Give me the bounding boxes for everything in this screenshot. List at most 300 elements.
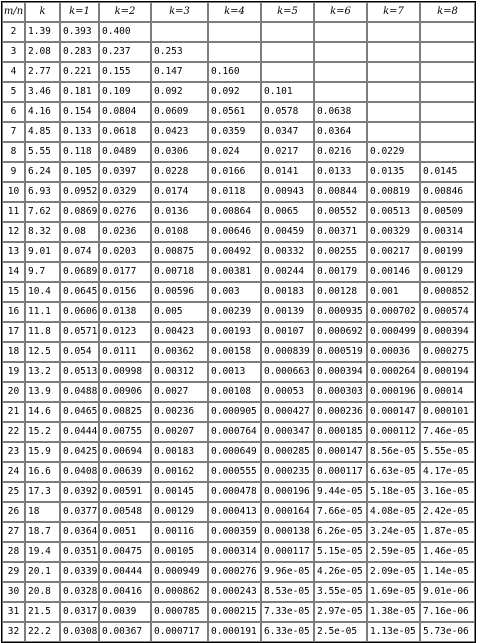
table-row (2, 302, 475, 322)
table-cell (367, 22, 420, 42)
table-cell: 0.00718 (151, 262, 208, 282)
row-m-n-cell: 23 (2, 442, 25, 462)
table-cell: 5.15e-05 (314, 542, 367, 562)
table-row (2, 262, 475, 282)
row-m-n-cell: 4 (2, 62, 25, 82)
table-cell: 0.00362 (151, 342, 208, 362)
table-cell: 0.393 (60, 22, 99, 42)
table-cell: 0.000519 (314, 342, 367, 362)
table-cell: 0.00053 (261, 382, 314, 402)
table-cell: 0.000413 (208, 502, 261, 522)
row-k-cell: 10.4 (25, 282, 60, 302)
table-cell: 0.0561 (208, 102, 261, 122)
table-cell: 0.092 (208, 82, 261, 102)
table-cell: 0.00819 (367, 182, 420, 202)
table-cell: 0.000359 (208, 522, 261, 542)
table-row (2, 182, 475, 202)
table-cell: 0.133 (60, 122, 99, 142)
table-cell: 5.55e-05 (420, 442, 475, 462)
row-k-cell: 13.9 (25, 382, 60, 402)
table-cell: 9.01e-06 (420, 582, 475, 602)
row-k-cell: 4.85 (25, 122, 60, 142)
table-row (2, 382, 475, 402)
table-cell: 6.33e-05 (261, 622, 314, 642)
table-cell: 0.118 (60, 142, 99, 162)
table-cell: 0.00875 (151, 242, 208, 262)
table-cell: 0.00825 (99, 402, 151, 422)
table-cell: 0.0177 (99, 262, 151, 282)
table-cell: 0.147 (151, 62, 208, 82)
table-cell: 0.000112 (367, 422, 420, 442)
table-cell: 0.0145 (420, 162, 475, 182)
table-cell: 0.0138 (99, 302, 151, 322)
table-cell: 0.0306 (151, 142, 208, 162)
table-cell (314, 82, 367, 102)
table-cell: 0.00416 (99, 582, 151, 602)
table-row (2, 542, 475, 562)
row-m-n-cell: 7 (2, 122, 25, 142)
table-cell: 0.0465 (60, 402, 99, 422)
table-cell: 0.00548 (99, 502, 151, 522)
table-cell: 0.0133 (314, 162, 367, 182)
table-cell: 0.0364 (60, 522, 99, 542)
table-cell: 0.000276 (208, 562, 261, 582)
header-k4: k=4 (208, 2, 261, 22)
table-cell: 8.53e-05 (261, 582, 314, 602)
table-cell: 0.000935 (314, 302, 367, 322)
table-cell: 0.000147 (367, 402, 420, 422)
table-cell (420, 22, 475, 42)
table-cell: 0.000117 (314, 462, 367, 482)
table-cell: 0.00646 (208, 222, 261, 242)
table-cell: 0.00509 (420, 202, 475, 222)
table-row (2, 422, 475, 442)
table-cell: 0.000117 (261, 542, 314, 562)
table-cell: 0.000347 (261, 422, 314, 442)
table-cell: 0.00314 (420, 222, 475, 242)
table-cell: 0.0689 (60, 262, 99, 282)
table-cell: 0.000949 (151, 562, 208, 582)
table-cell: 0.0229 (367, 142, 420, 162)
table-cell: 0.0228 (151, 162, 208, 182)
table-cell: 0.00193 (208, 322, 261, 342)
row-k-cell: 19.4 (25, 542, 60, 562)
table-cell: 0.000138 (261, 522, 314, 542)
row-k-cell: 1.39 (25, 22, 60, 42)
table-cell: 0.00116 (151, 522, 208, 542)
table-cell: 3.16e-05 (420, 482, 475, 502)
table-cell: 0.0329 (99, 182, 151, 202)
row-m-n-cell: 31 (2, 602, 25, 622)
table-cell: 4.26e-05 (314, 562, 367, 582)
table-cell: 0.00236 (151, 402, 208, 422)
table-cell: 0.0425 (60, 442, 99, 462)
table-cell: 0.000862 (151, 582, 208, 602)
table-cell: 0.00459 (261, 222, 314, 242)
table-row (2, 162, 475, 182)
table-cell: 1.14e-05 (420, 562, 475, 582)
table-cell: 0.0609 (151, 102, 208, 122)
table-cell: 0.000264 (367, 362, 420, 382)
table-row (2, 62, 475, 82)
table-cell: 0.000852 (420, 282, 475, 302)
table-cell: 0.0351 (60, 542, 99, 562)
table-cell: 0.00036 (367, 342, 420, 362)
row-m-n-cell: 8 (2, 142, 25, 162)
row-m-n-cell: 16 (2, 302, 25, 322)
table-cell: 0.00844 (314, 182, 367, 202)
table-cell (367, 122, 420, 142)
table-cell: 0.0638 (314, 102, 367, 122)
row-m-n-cell: 17 (2, 322, 25, 342)
table-cell: 0.00239 (208, 302, 261, 322)
table-cell: 0.000785 (151, 602, 208, 622)
row-k-cell: 14.6 (25, 402, 60, 422)
header-k7: k=7 (367, 2, 420, 22)
table-cell: 0.003 (208, 282, 261, 302)
table-cell: 0.000649 (208, 442, 261, 462)
table-cell: 0.0141 (261, 162, 314, 182)
row-k-cell: 6.93 (25, 182, 60, 202)
table-cell: 0.054 (60, 342, 99, 362)
row-k-cell: 20.1 (25, 562, 60, 582)
table-row (2, 342, 475, 362)
table-row (2, 102, 475, 122)
table-cell: 0.00694 (99, 442, 151, 462)
table-row (2, 482, 475, 502)
table-cell: 9.44e-05 (314, 482, 367, 502)
row-m-n-cell: 25 (2, 482, 25, 502)
table-cell: 0.0869 (60, 202, 99, 222)
table-cell (314, 42, 367, 62)
table-cell: 0.0513 (60, 362, 99, 382)
row-k-cell: 13.2 (25, 362, 60, 382)
table-cell: 5.18e-05 (367, 482, 420, 502)
table-cell: 0.0123 (99, 322, 151, 342)
table-cell (208, 42, 261, 62)
table-cell: 0.000478 (208, 482, 261, 502)
row-m-n-cell: 5 (2, 82, 25, 102)
table-cell: 0.105 (60, 162, 99, 182)
table-cell: 0.00998 (99, 362, 151, 382)
row-m-n-cell: 15 (2, 282, 25, 302)
table-row (2, 442, 475, 462)
row-m-n-cell: 14 (2, 262, 25, 282)
table-cell: 6.63e-05 (367, 462, 420, 482)
table-cell: 1.13e-05 (367, 622, 420, 642)
table-cell: 7.46e-05 (420, 422, 475, 442)
table-row (2, 602, 475, 622)
table-cell: 4.08e-05 (367, 502, 420, 522)
row-k-cell: 17.3 (25, 482, 60, 502)
table-cell: 0.0328 (60, 582, 99, 602)
table-row (2, 362, 475, 382)
row-m-n-cell: 32 (2, 622, 25, 642)
table-cell: 0.154 (60, 102, 99, 122)
table-cell: 0.00639 (99, 462, 151, 482)
table-cell: 0.160 (208, 62, 261, 82)
table-cell: 0.0952 (60, 182, 99, 202)
row-k-cell: 2.77 (25, 62, 60, 82)
table-cell: 0.00183 (151, 442, 208, 462)
table-cell: 0.00846 (420, 182, 475, 202)
row-m-n-cell: 11 (2, 202, 25, 222)
table-cell: 0.0578 (261, 102, 314, 122)
table-cell: 0.237 (99, 42, 151, 62)
table-cell: 0.0488 (60, 382, 99, 402)
row-m-n-cell: 19 (2, 362, 25, 382)
row-m-n-cell: 21 (2, 402, 25, 422)
table-cell: 0.00183 (261, 282, 314, 302)
table-cell: 0.0392 (60, 482, 99, 502)
table-cell: 0.000764 (208, 422, 261, 442)
row-m-n-cell: 13 (2, 242, 25, 262)
table-body (2, 22, 475, 642)
table-cell (420, 142, 475, 162)
table-row (2, 622, 475, 642)
bloom-filter-table (1, 1, 476, 643)
table-cell: 0.000394 (420, 322, 475, 342)
table-cell: 2.59e-05 (367, 542, 420, 562)
table-cell: 1.46e-05 (420, 542, 475, 562)
table-cell: 0.0606 (60, 302, 99, 322)
table-cell: 0.0317 (60, 602, 99, 622)
table-cell: 0.00014 (420, 382, 475, 402)
row-m-n-cell: 28 (2, 542, 25, 562)
table-cell: 0.000196 (261, 482, 314, 502)
table-cell: 0.000196 (367, 382, 420, 402)
table-cell: 0.0397 (99, 162, 151, 182)
table-cell: 0.000235 (261, 462, 314, 482)
table-row (2, 462, 475, 482)
table-cell: 0.00139 (261, 302, 314, 322)
table-cell: 0.0111 (99, 342, 151, 362)
table-cell: 0.005 (151, 302, 208, 322)
table-cell: 3.24e-05 (367, 522, 420, 542)
table-cell: 0.0359 (208, 122, 261, 142)
row-k-cell: 22.2 (25, 622, 60, 642)
table-cell: 0.0039 (99, 602, 151, 622)
table-cell: 0.00906 (99, 382, 151, 402)
table-cell: 0.000905 (208, 402, 261, 422)
table-row (2, 242, 475, 262)
table-cell: 1.69e-05 (367, 582, 420, 602)
table-cell: 0.0203 (99, 242, 151, 262)
header-k8: k=8 (420, 2, 475, 22)
table-row (2, 202, 475, 222)
table-cell: 0.00312 (151, 362, 208, 382)
table-cell: 0.00199 (420, 242, 475, 262)
table-cell: 0.0423 (151, 122, 208, 142)
header-row (2, 2, 475, 22)
table-cell: 0.101 (261, 82, 314, 102)
table-row (2, 82, 475, 102)
table-cell: 0.0489 (99, 142, 151, 162)
table-cell: 0.0174 (151, 182, 208, 202)
table-cell: 0.000717 (151, 622, 208, 642)
table-cell: 0.0027 (151, 382, 208, 402)
table-cell: 5.73e-06 (420, 622, 475, 642)
table-cell: 0.00596 (151, 282, 208, 302)
row-m-n-cell: 26 (2, 502, 25, 522)
table-cell (151, 22, 208, 42)
table-cell: 0.000839 (261, 342, 314, 362)
table-cell (261, 62, 314, 82)
header-k6: k=6 (314, 2, 367, 22)
row-k-cell: 12.5 (25, 342, 60, 362)
row-m-n-cell: 3 (2, 42, 25, 62)
table-cell: 0.0166 (208, 162, 261, 182)
row-k-cell: 11.1 (25, 302, 60, 322)
table-cell: 2.97e-05 (314, 602, 367, 622)
table-row (2, 22, 475, 42)
table-cell: 0.00864 (208, 202, 261, 222)
table-cell: 0.0645 (60, 282, 99, 302)
row-m-n-cell: 12 (2, 222, 25, 242)
table-cell: 0.000101 (420, 402, 475, 422)
table-cell: 0.00591 (99, 482, 151, 502)
table-row (2, 222, 475, 242)
table-row (2, 522, 475, 542)
table-cell: 0.00371 (314, 222, 367, 242)
row-k-cell: 8.32 (25, 222, 60, 242)
row-k-cell: 15.9 (25, 442, 60, 462)
table-cell: 1.38e-05 (367, 602, 420, 622)
table-cell: 3.55e-05 (314, 582, 367, 602)
row-k-cell: 15.2 (25, 422, 60, 442)
row-m-n-cell: 24 (2, 462, 25, 482)
table-cell: 0.00552 (314, 202, 367, 222)
table-cell: 0.0618 (99, 122, 151, 142)
row-k-cell: 5.55 (25, 142, 60, 162)
table-cell: 0.000692 (314, 322, 367, 342)
table-row (2, 42, 475, 62)
table-cell (420, 62, 475, 82)
row-m-n-cell: 6 (2, 102, 25, 122)
table-cell: 0.0065 (261, 202, 314, 222)
header-m-n: m/n (2, 2, 25, 22)
table-cell: 0.00492 (208, 242, 261, 262)
table-cell: 0.000427 (261, 402, 314, 422)
table-cell: 0.155 (99, 62, 151, 82)
table-cell: 2.5e-05 (314, 622, 367, 642)
table-cell: 0.00381 (208, 262, 261, 282)
table-cell: 0.0118 (208, 182, 261, 202)
table-cell: 0.00179 (314, 262, 367, 282)
header-k2: k=2 (99, 2, 151, 22)
table-cell: 0.000702 (367, 302, 420, 322)
table-cell: 0.00244 (261, 262, 314, 282)
table-cell: 0.0308 (60, 622, 99, 642)
table-cell: 0.001 (367, 282, 420, 302)
table-cell: 0.253 (151, 42, 208, 62)
row-k-cell: 18.7 (25, 522, 60, 542)
table-cell: 0.00207 (151, 422, 208, 442)
table-cell (367, 42, 420, 62)
table-cell: 0.0108 (151, 222, 208, 242)
table-cell: 0.0364 (314, 122, 367, 142)
table-cell: 0.0347 (261, 122, 314, 142)
data-table-container (1, 1, 476, 643)
table-cell: 0.00755 (99, 422, 151, 442)
table-cell (420, 122, 475, 142)
table-cell: 0.0408 (60, 462, 99, 482)
row-m-n-cell: 20 (2, 382, 25, 402)
table-row (2, 562, 475, 582)
row-k-cell: 2.08 (25, 42, 60, 62)
table-cell (261, 42, 314, 62)
table-cell: 2.09e-05 (367, 562, 420, 582)
table-cell: 0.283 (60, 42, 99, 62)
table-cell: 2.42e-05 (420, 502, 475, 522)
table-cell: 0.221 (60, 62, 99, 82)
table-cell: 0.00158 (208, 342, 261, 362)
table-cell: 0.0339 (60, 562, 99, 582)
table-cell: 0.00162 (151, 462, 208, 482)
table-cell (367, 82, 420, 102)
table-cell: 0.000243 (208, 582, 261, 602)
row-k-cell: 11.8 (25, 322, 60, 342)
table-cell: 0.092 (151, 82, 208, 102)
row-k-cell: 9.01 (25, 242, 60, 262)
table-cell: 8.56e-05 (367, 442, 420, 462)
table-cell: 0.00329 (367, 222, 420, 242)
table-cell: 0.0276 (99, 202, 151, 222)
table-cell: 0.0571 (60, 322, 99, 342)
table-cell: 0.00128 (314, 282, 367, 302)
table-cell: 0.000164 (261, 502, 314, 522)
table-cell: 0.00943 (261, 182, 314, 202)
table-cell: 0.0135 (367, 162, 420, 182)
table-cell: 0.000555 (208, 462, 261, 482)
table-cell: 0.0136 (151, 202, 208, 222)
header-k1: k=1 (60, 2, 99, 22)
table-cell: 0.00217 (367, 242, 420, 262)
table-cell (261, 22, 314, 42)
table-cell (367, 102, 420, 122)
row-k-cell: 18 (25, 502, 60, 522)
table-cell: 0.000147 (314, 442, 367, 462)
table-cell: 0.0377 (60, 502, 99, 522)
table-cell: 0.00332 (261, 242, 314, 262)
table-cell (420, 42, 475, 62)
table-cell (314, 62, 367, 82)
row-m-n-cell: 9 (2, 162, 25, 182)
table-cell: 0.000574 (420, 302, 475, 322)
header-k3: k=3 (151, 2, 208, 22)
table-cell: 0.000236 (314, 402, 367, 422)
row-k-cell: 20.8 (25, 582, 60, 602)
table-cell: 0.00129 (151, 502, 208, 522)
table-row (2, 322, 475, 342)
table-row (2, 582, 475, 602)
row-m-n-cell: 10 (2, 182, 25, 202)
table-cell: 0.074 (60, 242, 99, 262)
table-cell: 0.0804 (99, 102, 151, 122)
table-cell: 0.000394 (314, 362, 367, 382)
table-row (2, 122, 475, 142)
table-cell: 0.00367 (99, 622, 151, 642)
table-cell: 0.000215 (208, 602, 261, 622)
table-cell: 0.0217 (261, 142, 314, 162)
row-k-cell: 21.5 (25, 602, 60, 622)
table-cell: 0.000663 (261, 362, 314, 382)
row-k-cell: 16.6 (25, 462, 60, 482)
table-cell: 0.000191 (208, 622, 261, 642)
table-cell: 0.0216 (314, 142, 367, 162)
table-cell (367, 62, 420, 82)
table-row (2, 142, 475, 162)
